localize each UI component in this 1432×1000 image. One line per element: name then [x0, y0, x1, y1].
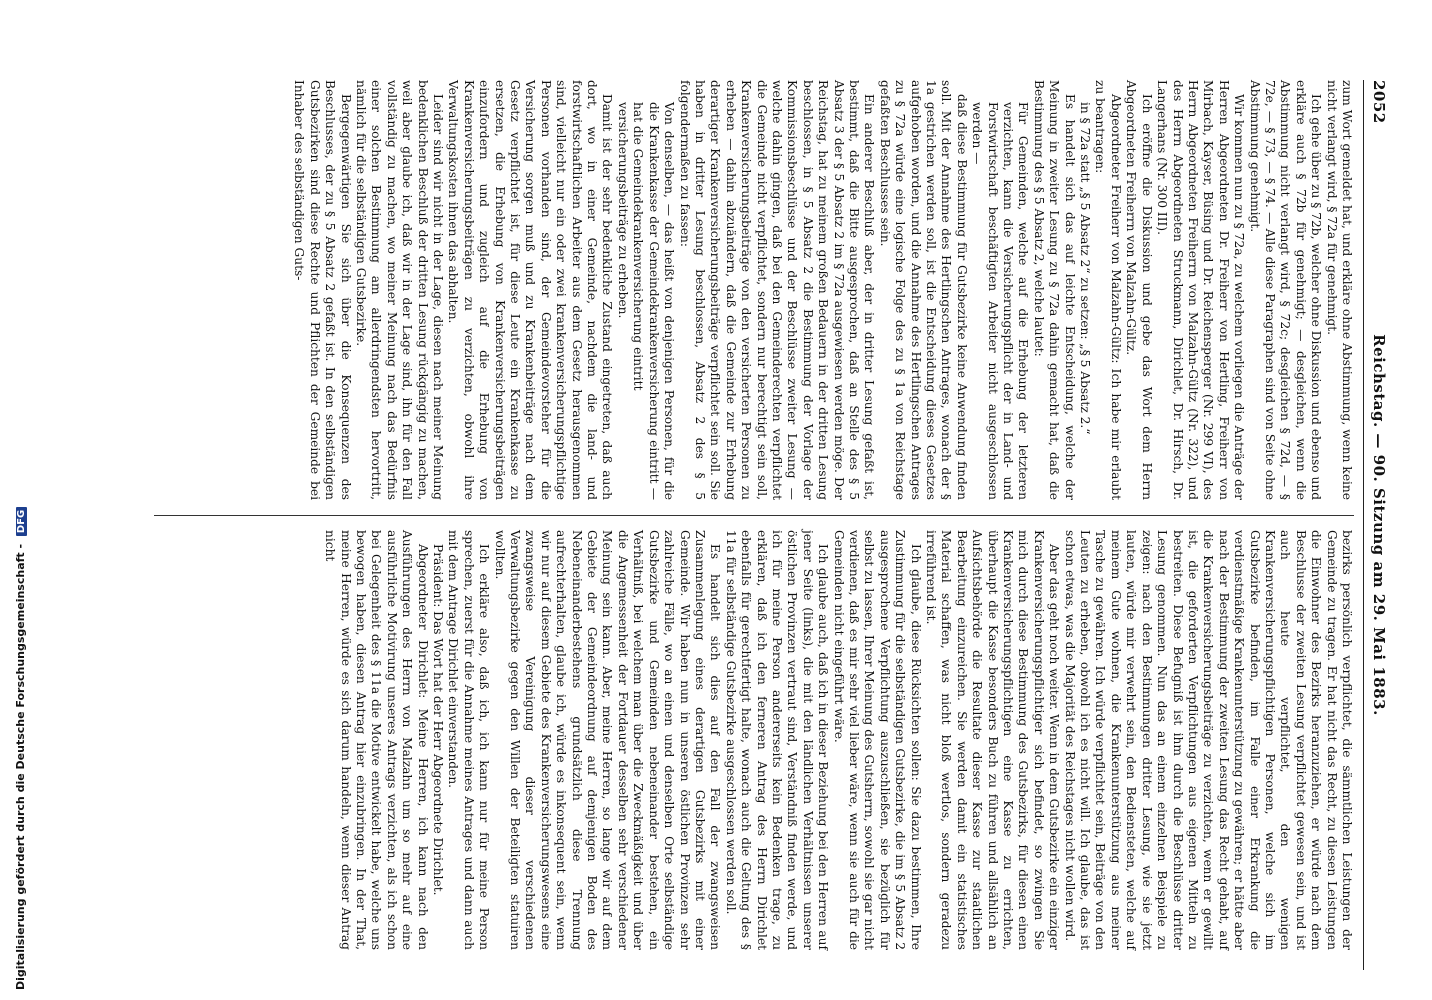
paragraph: Ich erkläre also, daß ich, ich kann nur für meine Person sprechen, zuerst für die Annahme meines Antrages und dann auch mit dem Antrage Dirichlet einverstanden.: [446, 530, 492, 950]
paragraph: in § 72a statt „§ 5 Absatz 2“ zu setzen: „§ 5 Absatz 2.“: [1078, 102, 1093, 435]
paragraph: Ich glaube auch, daß ich in dieser Beziehung bei den Herren auf jener Seite (links), die mit den ländlichen Verhältnissen unserer östlichen Provinzen vertraut sind, Verständniß finden werde, und ich für meine Person andererseits kein Bedenken trage, zu erklären, daß ich den ferneren Antrag des Herrn Dirichlet ebenfalls für gerechtfertigt halte, wonach auch die Geltung des § 11a für selbständige Gutsbezirke ausgeschlossen werden soll.: [723, 530, 831, 950]
paragraph: Aber das geht noch weiter. Wenn in dem Gutsbezirke ein einziger Krankenversicherungspflichtiger sich befindet, so zwingen Sie mich durch diese Bestimmung des Gutsbezirks, für diesen einen Krankenversicherungspflichtigen eine Kasse zu errichten, überhaupt die Kasse besonders Buch zu führen und allsählich an Aufsichtsbehörde die Resultate dieser Kasse zur staatlichen Bearbeitung einzureichen. Sie werden damit ein statistisches Material schaffen, was nicht bloß wertlos, sondern geradezu irreführend ist.: [924, 530, 1062, 950]
paragraph: versicherungsbeiträge zu erheben.: [615, 102, 630, 319]
paragraph: Für Gemeinden, welche auf die Erhebung der letzteren verzichten, kann die Versicherungspflicht der in Land- und Forstwirtschaft beschäftigten Arbeiter nicht ausgeschlossen werden —: [970, 102, 1031, 500]
paragraph: Bergegenwärtigen Sie sich über die Konsequenzen des Beschlusses, der zu § 5 Absatz 2 gefaßt ist. In den selbständigen Gutsbezirken sind diese Rechte und Pflichten der Gemeinde bei Inhaber des selbständigen Guts-: [292, 80, 353, 500]
paragraph: Präsident: Das Wort hat der Herr Abgeordnete Dirichlet.: [431, 544, 446, 896]
page-header: [1363, 80, 1390, 970]
paragraph: Leider sind wir nicht in der Lage, diesen nach meiner Meinung bedenklichen Beschluß der dritten Lesung rückgängig zu machen, weil aber glaube ich, daß wir in der Lage sind, ihn für den Fall vollständig zu machen, wo meiner Meinung nach das Bedürfnis einer solchen Bestimmung am allerdringendsten hervortritt, nämlich für die selbständigen Gutsbezirke.: [354, 80, 446, 500]
paragraph: Ich glaube, diese Rücksichten sollen: Sie dazu bestimmen, Ihre Zustimmung für die selbständigen Gutsbezirke, die im § 5 Absatz 2 ausgesprochene Verpflichtung auszuschließen, sie bezüglich für selbst zu lassen, Ihrer Meinung des Gutsherrn, sowohl sie gar nicht verdienen, daß es mir sehr viel lieber wäre, wenn sie auch für die Gemeinden nicht eingeführt wäre.: [831, 530, 923, 950]
paragraph: bezirks persönlich verpflichtet, die sämmtlichen Leistungen der Gemeinde zu tragen. Er hat nicht das Recht, zu diesen Leistungen die Einwohner des Bezirks heranzuziehen, er würde nach dem Beschlusse der zweiten Lesung verpflichtet gewesen sein, und ist auch heute verpflichtet, den wenigen Krankenversicherungspflichtigen Personen, welche sich im Gutsbezirke befinden, im Falle einer Erkrankung die verdienstmäßige Krankenunterstützung zu gewähren; er hätte aber nach der Bestimmung der zweiten Lesung das Recht gehabt, auf die Krankenversicherungsbeiträge zu verzichten, wenn er gewillt ist, die geforderten Verpflichtungen aus eigenen Mitteln zu bestreiten. Diese Befugniß ist ihm durch die Beschlüsse dritter Lesung genommen. Nun das an einem einzelnen Beispiele zu zeigen: nach den Bestimmungen dritter Lesung, wie sie jetzt lauten, würde mir verwehrt sein, den Bediensteten, welche auf meinem Gute wohnen, die Krankenunterstützung aus meiner Tasche zu gewähren. Ich würde verpflichtet sein, Beiträge von den Leuten zu erheben, obwohl ich es nicht will. Ich glaube, das ist schon etwas, was die Majorität des Reichstages nicht wollen wird.: [1062, 530, 1354, 950]
page-number: 2052: [1370, 80, 1388, 124]
right-column: [322, 530, 1354, 950]
paragraph: Ein anderer Beschluß aber, der in dritter Lesung gefaßt ist, bestimmt, daß die Bitte ausgesprochen, daß an Stelle des § 5 Absatz 3 der § 5 Absatz 2 im § 72a ausgewiesen werden möge. Der Reichstag, hat zu meinem großen Bedauern in der dritten Lesung beschlossen, in § 5 Absatz 2 die Bestimmung der Vorlage der Kommissionsbeschlüsse und der Beschlüsse zweiter Lesung — welche dahin gingen, daß bei den Gemeinderechten verpflichtet die Gemeinde nicht verpflichtet, sondern nur berechtigt sein soll, Krankenversicherungsbeiträge von den versicherten Personen zu erheben — dahin abzuändern, daß die Gemeinde zur Erhebung derartiger Krankenversicherungsbeiträge verpflichtet sein soll. Sie haben in dritter Lesung beschlossen, Absatz 2 des § 5 folgendermaßen zu fassen:: [677, 80, 877, 500]
paragraph: Abgeordneter Dirichlet: Meine Herren, ich kann nach den Ausführungen des Herrn von Malzahn um so mehr auf eine ausführliche Motivirung unseres Antrags verzichten, als ich schon bei Gelegenheit des § 11a die Motive entwickelt habe, welche uns bewogen haben, diesen Antrag hier einzubringen. In der That, meine Herren, würde es sich darum handeln, wenn dieser Antrag nicht: [323, 530, 430, 950]
left-column: [291, 80, 1354, 500]
digitization-credit: [14, 507, 27, 990]
paragraph: Es handelt sich dies auf den Fall der zwangsweisen Zusammenlegung eines derartigen Gutsbezirks mit einer Gemeinde. Wir haben nun in unseren östlichen Provinzen sehr zahlreiche Fälle, wo an einen und denselben Orte selbständige Gutsbezirke und Gemeinden nebeneinander bestehen, ein Verhältniß, bei welchem man über die Zweckmäßigkeit und über die Angemessenheit der Fortdauer desselben sehr verschiedener Meinung sein kann. Aber, meine Herren, so lange wir auf dem Gebiete der Gemeindeordnung auf demjenigen Boden des Nebeneinanderbestehens grundsätzlich diese Trennung aufrechterhalten, glaube ich, würde es inkonsequent sein, wenn wir nur auf diesem Gebiete des Krankenversicherungswesens eine zwangsweise Vereinigung dieser verschiedenen Verwaltungsbezirke gegen den Willen der Beteiligten statuiren wollten.: [492, 530, 723, 950]
rotated-document-page: [90, 60, 1390, 990]
running-title: Reichstag. — 90. Sitzung am 29. Mai 1883.: [1370, 334, 1388, 716]
paragraph: Damit ist der sehr bedenkliche Zustand eingetreten, daß auch dort, wo in einer Gemeinde, nachdem die land- und forstwirtschaftlichen Arbeiter aus dem Gesetz herausgenommen sind, vielleicht nur ein oder zwei krankenversicherungspflichtige Personen vorhanden sind, der Gemeindevorsteher für die Versicherung sorgen muß und zu Krankenbeiträge nach dem Gesetz verpflichtet ist, für diese Leute ein Krankenkasse zu ersetzen, die Erhebung von Krankenversicherungsbeiträgen einzufordern und zugleich auf die Erhebung von Krankenversicherungsbeiträgen zu verzichten, obwohl ihre Verwaltungskosten ihnen das abhalten.: [446, 80, 615, 500]
paragraph: Wir kommen nun zu § 72a, zu welchem vorliegen die Anträge der Herren Abgeordneten Dr. Freiherr von Hertling, Freiherr von Mirbach, Kayser, Büsing und Dr. Reichensperger (Nr. 299 VI), des Herrn Abgeordneten Freiherrn von Malzahn-Gültz (Nr. 322), und des Herrn Abgeordneten Struckmann, Dirichlet, Dr. Hirsch, Dr. Langerhans (Nr. 300 III).: [1155, 80, 1247, 500]
column-divider: [154, 515, 1354, 516]
paragraph: Ich eröffne die Diskussion und gebe das Wort dem Herrn Abgeordneten Freiherrn von Malzahn-Gültz.: [1124, 80, 1154, 500]
paragraph: Von denselben, — das heißt von denjenigen Personen, für die die Krankenkasse der Gemeindekrankenversicherung eintritt — hat die Gemeindekrankenversicherung eintritt: [631, 102, 677, 500]
paragraph: Es handelt sich das auf leichte Entscheidung, welche der Meinung in zweiter Lesung zu § 72a dahin gemacht hat, daß die Bestimmung des § 5 Absatz 2, welche lautet:: [1031, 80, 1077, 500]
paragraph: daß diese Bestimmung für Gutsbezirke keine Anwendung finden soll. Mit der Annahme des Hertlingschen Antrages, wonach der § 1a gestrichen werden soll, ist die Entscheidung dieses Gesetzes aufgehoben worden, und die Annahme des Hertlingschen Antrages zu § 72a würde eine logische Folge des zu § 1a von Reichstage gefaßten Beschlusses sein.: [877, 80, 969, 500]
dfg-logo: DFG: [16, 507, 27, 536]
paragraph: zum Wort gemeldet hat, und erkläre ohne Abstimmung, wenn keine nicht verlangt wird, § 72a für genehmigt.: [1324, 80, 1354, 500]
paragraph: Ich gehe über zu § 72b, welcher ohne Diskussion und ebenso und erkläre auch § 72b für genehmigt; — desgleichen, wenn die Abstimmung nicht verlangt wird, § 72c; desgleichen § 72d, — § 72e, — § 73, — § 74. — Alle diese Paragraphen sind von Seite ohne Abstimmung genehmigt.: [1247, 80, 1324, 500]
credit-text: Digitalisierung gefördert durch die Deutsche Forschungsgemeinschaft -: [14, 543, 27, 990]
paragraph: Abgeordneter Freiherr von Malzahn-Gültz: Ich habe mir erlaubt zu beantragen:: [1093, 80, 1123, 500]
